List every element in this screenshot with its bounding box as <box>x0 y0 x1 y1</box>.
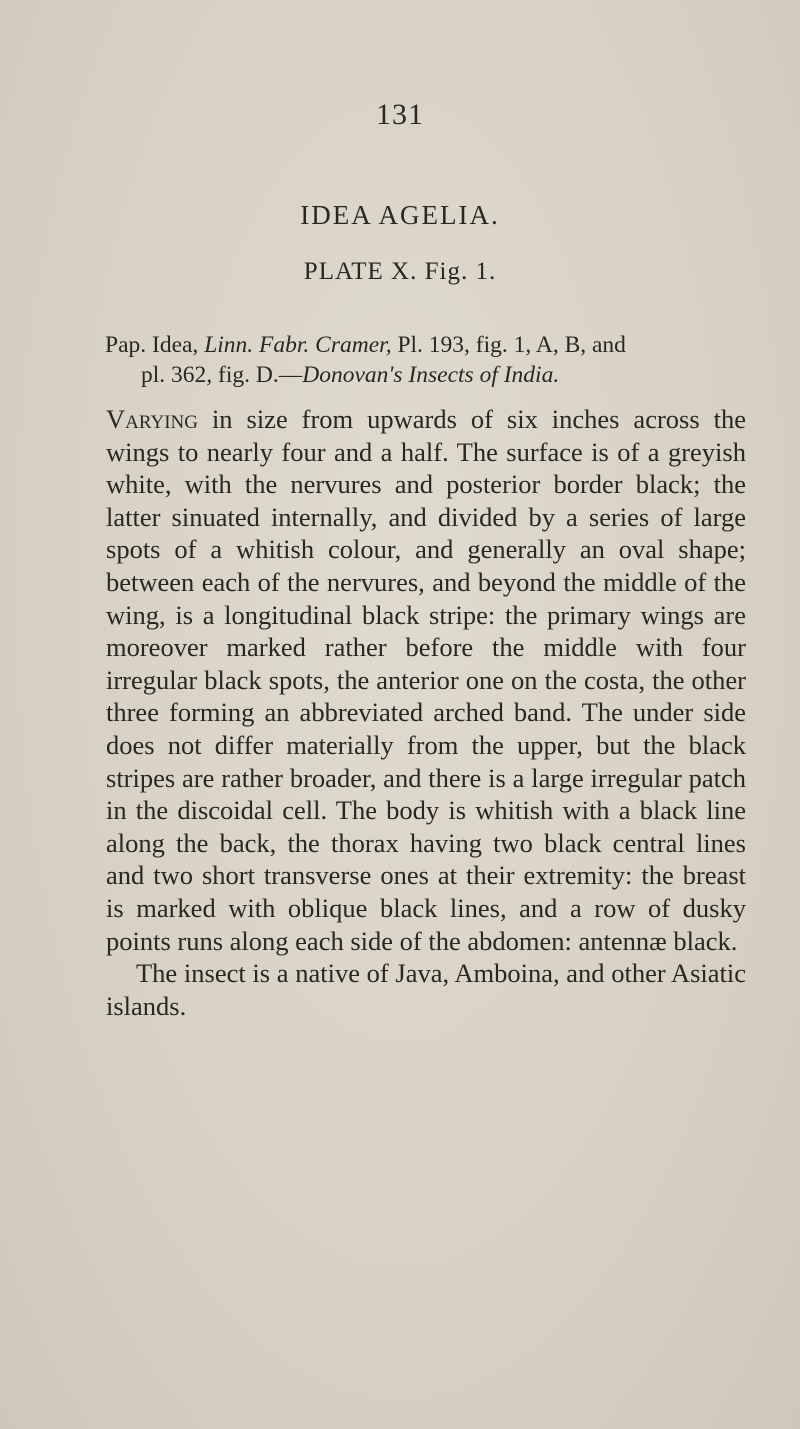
plate-reference: PLATE X. Fig. 1. <box>303 258 497 285</box>
synonymy-authors: Linn. Fabr. Cramer, <box>204 332 392 358</box>
description-body <box>106 403 746 1022</box>
synonymy-reference <box>105 330 745 390</box>
page-number: 131 <box>376 98 424 131</box>
species-title: IDEA AGELIA. <box>300 200 500 230</box>
synonymy-line-2 <box>105 360 745 390</box>
habitat-paragraph: The insect is a native of Java, Amboina, and other Asiatic islands. <box>106 958 746 1021</box>
synonymy-part-1: Pap. Idea, <box>105 332 205 358</box>
synonymy-part-4: pl. 362, fig. D.— <box>141 362 303 388</box>
synonymy-part-3: Pl. 193, fig. 1, A, B, and <box>391 332 626 358</box>
description-text: in size from upwards of six inches across the wings to nearly four and a half. The surface is of a greyish white, with the nervures and posterior border black; the latter sinuated internally, and divided by a series of large spots of a whitish colour, and generally an oval shape; between each of the nervures, and beyond the middle of the wing, is a longitudinal black stripe: the primary wings are moreover marked rather before the middle with four irregular black spots, the anterior one on the costa, the other three forming an abbreviated arched band. The under side does not differ materially from the upper, but the black stripes are rather broader, and there is a large irregular patch in the discoidal cell. The body is whitish with a black line along the back, the thorax having two black central lines and two short transverse ones at their extremity: the breast is marked with oblique black lines, and a row of dusky points runs along each side of the abdomen: antennæ black. <box>106 404 746 956</box>
description-lead-word: Varying <box>106 404 198 434</box>
description-paragraph <box>106 403 746 957</box>
synonymy-source: Donovan's Insects of India. <box>302 362 560 388</box>
